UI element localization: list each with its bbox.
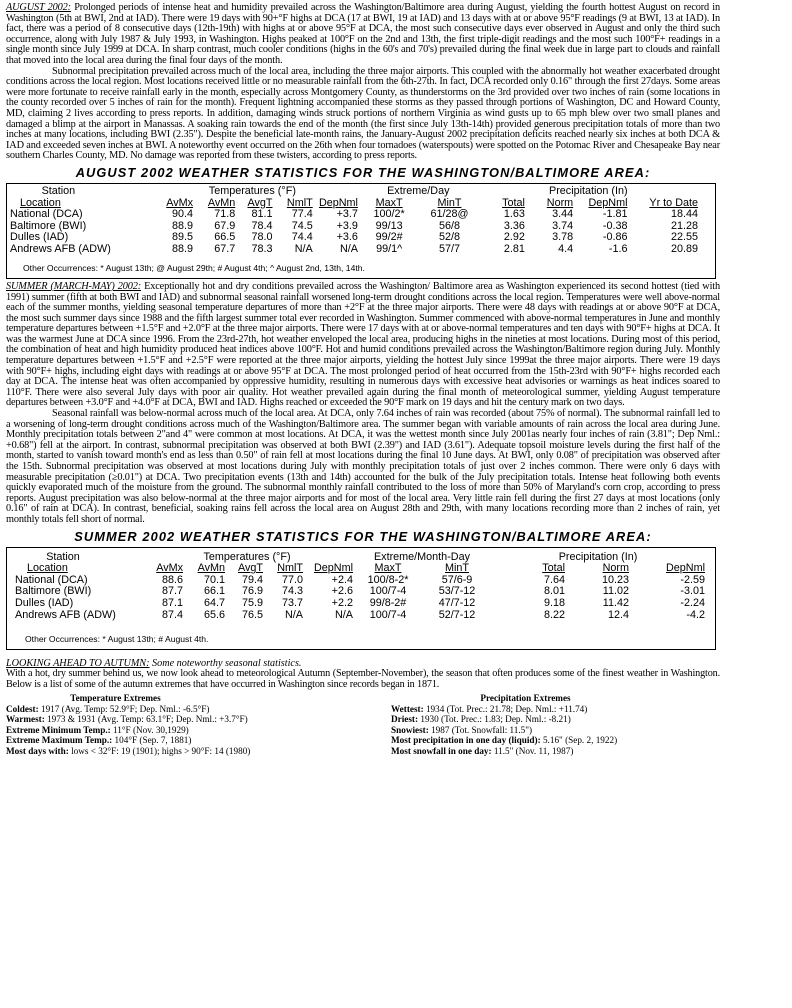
table-row xyxy=(15,610,705,622)
col-avmn: AvMn xyxy=(197,562,225,575)
col-depnml: DepNml xyxy=(314,562,353,575)
cell-precip-dep: -2.24 xyxy=(680,596,705,609)
august-paragraph-1 xyxy=(6,3,720,67)
precipitation-extremes-heading: Precipitation Extremes xyxy=(480,692,571,703)
cell-norm: 11.02 xyxy=(602,585,629,598)
group-extreme: Extreme/Day xyxy=(387,184,450,197)
table-row xyxy=(15,598,705,610)
col-depnml: DepNml xyxy=(318,196,358,209)
col-location: Location xyxy=(20,196,61,209)
cell-avmx: 88.9 xyxy=(172,219,194,232)
cell-avmx: 90.4 xyxy=(172,208,194,221)
cell-total: 2.81 xyxy=(503,242,525,255)
cell-mint: 52/7-12 xyxy=(438,608,476,621)
cell-mint: 57/6-9 xyxy=(441,573,473,586)
col-year-to-date: Yr to Date xyxy=(649,196,698,209)
col-mint: MinT xyxy=(445,562,469,575)
col-total: Total xyxy=(542,562,565,575)
autumn-section xyxy=(6,659,720,691)
cell-total: 8.22 xyxy=(543,608,565,621)
cell-avgt: 78.4 xyxy=(251,219,273,232)
document-page xyxy=(6,3,720,757)
cell-maxt: 99/13 xyxy=(375,219,403,232)
cell-norm: 11.42 xyxy=(602,596,629,609)
col-nmlt: NmlT xyxy=(277,562,303,575)
row-location: Andrews AFB (ADW) xyxy=(10,242,111,255)
cell-maxt: 100/8-2* xyxy=(367,573,409,586)
cell-avmx: 87.1 xyxy=(161,596,183,609)
cell-avgt: 76.9 xyxy=(241,585,263,598)
cell-avmx: 87.7 xyxy=(161,585,183,598)
august-stats-box xyxy=(6,183,716,279)
cell-avmn: 64.7 xyxy=(203,596,225,609)
cell-precip-dep: -1.6 xyxy=(608,242,628,255)
cell-nmlt: 74.5 xyxy=(291,219,313,232)
group-station: Station xyxy=(41,184,76,197)
table-row xyxy=(15,575,705,587)
group-temperatures: Temperatures (°F) xyxy=(208,184,296,197)
cell-depnml: +3.9 xyxy=(336,219,358,232)
summer-stats-table xyxy=(15,552,705,622)
cell-maxt: 100/7-4 xyxy=(369,585,407,598)
cell-total: 8.01 xyxy=(543,585,565,598)
cell-total: 7.64 xyxy=(543,573,565,586)
august-heading: AUGUST 2002: xyxy=(6,2,71,13)
table-row xyxy=(10,209,698,221)
group-precipitation: Precipitation (In) xyxy=(549,184,628,197)
row-location: Baltimore (BWI) xyxy=(10,219,87,232)
list-item: Warmest: 1973 & 1931 (Avg. Temp: 63.1°F; Dep. Nml.: +3.7°F) xyxy=(6,714,248,725)
august-other-occurrences: Other Occurrences: * August 13th; @ August 29th; # August 4th; ^ August 2nd, 13th, 14th. xyxy=(23,262,365,273)
group-precipitation: Precipitation (In) xyxy=(558,550,638,563)
cell-avmn: 67.7 xyxy=(214,242,236,255)
list-item: Most snowfall in one day: 11.5" (Nov. 11, 1987) xyxy=(391,745,574,756)
col-location: Location xyxy=(27,562,68,575)
cell-ytd: 21.28 xyxy=(670,219,698,232)
cell-ytd: 22.55 xyxy=(670,231,698,244)
cell-nmlt: N/A xyxy=(285,608,303,621)
cell-nmlt: 74.4 xyxy=(291,231,313,244)
cell-maxt: 99/8-2# xyxy=(369,596,407,609)
list-item: Most days with: lows < 32°F: 19 (1901); highs > 90°F: 14 (1980) xyxy=(6,745,251,756)
cell-avmn: 65.6 xyxy=(203,608,225,621)
cell-avmx: 89.5 xyxy=(172,231,194,244)
col-avmn: AvMn xyxy=(207,196,236,209)
list-item: Extreme Maximum Temp.: 104°F (Sep. 7, 1881) xyxy=(6,735,192,746)
summer-stats-title: SUMMER 2002 WEATHER STATISTICS FOR THE WASHINGTON/BALTIMORE AREA: xyxy=(74,528,652,544)
col-maxt: MaxT xyxy=(375,196,403,209)
cell-avgt: 81.1 xyxy=(251,208,273,221)
row-location: National (DCA) xyxy=(15,573,88,586)
col-norm: Norm xyxy=(546,196,574,209)
cell-total: 1.63 xyxy=(503,208,525,221)
cell-depnml: N/A xyxy=(339,242,358,255)
cell-avmn: 70.1 xyxy=(203,573,225,586)
cell-mint: 52/8 xyxy=(438,231,460,244)
cell-avmx: 87.4 xyxy=(161,608,183,621)
list-item: Wettest: 1934 (Tot. Prec.: 21.78; Dep. Nml.: +11.74) xyxy=(391,703,588,714)
cell-avmx: 88.6 xyxy=(161,573,183,586)
col-avmx: AvMx xyxy=(156,562,183,575)
col-mint: MinT xyxy=(437,196,462,209)
group-extreme: Extreme/Month-Day xyxy=(373,550,470,563)
cell-depnml: +3.7 xyxy=(336,208,358,221)
group-temperatures: Temperatures (°F) xyxy=(203,550,291,563)
summer-group-header-row xyxy=(15,552,705,564)
cell-depnml: +2.2 xyxy=(331,596,353,609)
cell-avgt: 78.3 xyxy=(251,242,273,255)
summer-heading: SUMMER (MARCH-MAY) 2002: xyxy=(6,280,142,292)
cell-nmlt: 77.0 xyxy=(281,573,303,586)
col-depnml-precip: DepNml xyxy=(588,196,628,209)
cell-precip-dep: -3.01 xyxy=(680,585,705,598)
autumn-subheading: Some noteworthy seasonal statistics. xyxy=(149,657,302,669)
col-depnml-precip: DepNml xyxy=(666,562,705,575)
summer-paragraph-2: Seasonal rainfall was below-normal across much of the local area. At DCA, only 7.64 inches of rain was recorded (about 75% of normal). The subnormal rainfall led to a worsening of long-term drought conditions across much of the Washington/Baltimore area. The summer began with variable amounts of rain across the local area during June. Monthly precipitation totals between 2"and 4" were common at most locations. At DCA, it was the wettest month since July 2001as nearly four inches of rain (3.81"; Dep Nml.: +0.68") fell at the airport. In contrast, subnormal precipitation was observed at both BWI (2.39") and IAD (3.61"). Adequate topsoil moisture levels during the first half of the month, started to vanish toward month's end as less than 0.50" of rain fell at most locations during the final 10 June days. At BWI, only 0.08" of precipitation was observed after the 15th. Subnormal precipitation was observed at most locations during July with monthly precipitation totals of just over 2 inches common. There were only 6 days with measurable precipitation (≥0.01") at DCA. Two precipitation events (13th and 14th) accounted for the bulk of the July precipitation totals. Intense heat following both events quickly evaporated much of the moisture from the ground. The subnormal monthly rainfall contributed to the loss of more than 50% of Maryland's corn crop, according to press reports. August precipitation was also below-normal at the three major airports and for most of the local area. Very little rain fell during the first 27 days at most locations (only 0.16" of rain at DCA). In contrast, beneficial, soaking rains fell across the local area on August 28th and 29th, with many locations recording more than 2 inches of rain, yet monthly totals fell short of normal. xyxy=(6,408,720,525)
temperature-extremes-column xyxy=(6,693,335,757)
cell-maxt: 100/2* xyxy=(373,208,405,221)
cell-mint: 56/8 xyxy=(438,219,460,232)
cell-norm: 3.74 xyxy=(552,219,574,232)
cell-maxt: 100/7-4 xyxy=(369,608,407,621)
cell-precip-dep: -2.59 xyxy=(680,573,705,586)
col-avmx: AvMx xyxy=(166,196,194,209)
cell-avmn: 67.9 xyxy=(214,219,236,232)
summer-col-header-row xyxy=(15,563,705,575)
row-location: Dulles (IAD) xyxy=(15,596,74,609)
cell-ytd: 20.89 xyxy=(670,242,698,255)
august-stats-table xyxy=(10,186,698,256)
autumn-extremes xyxy=(6,693,720,757)
list-item: Coldest: 1917 (Avg. Temp: 52.9°F; Dep. Nml.: -6.5°F) xyxy=(6,703,210,714)
table-row xyxy=(15,586,705,598)
table-row xyxy=(10,244,698,256)
group-station: Station xyxy=(46,550,80,563)
cell-ytd: 18.44 xyxy=(670,208,698,221)
cell-precip-dep: -0.38 xyxy=(602,219,628,232)
cell-avmn: 66.5 xyxy=(214,231,236,244)
cell-total: 2.92 xyxy=(503,231,525,244)
row-location: Andrews AFB (ADW) xyxy=(15,608,116,621)
autumn-heading: LOOKING AHEAD TO AUTUMN: xyxy=(6,657,150,669)
list-item: Driest: 1930 (Tot. Prec.: 1.83; Dep. Nml.: -8.21) xyxy=(391,714,571,725)
cell-nmlt: N/A xyxy=(294,242,313,255)
cell-mint: 47/7-12 xyxy=(438,596,476,609)
col-avgt: AvgT xyxy=(247,196,273,209)
col-norm: Norm xyxy=(602,562,629,575)
cell-precip-dep: -4.2 xyxy=(686,608,705,621)
col-maxt: MaxT xyxy=(374,562,402,575)
cell-avgt: 78.0 xyxy=(251,231,273,244)
cell-precip-dep: -0.86 xyxy=(602,231,628,244)
summer-stats-box xyxy=(6,547,716,650)
cell-mint: 61/28@ xyxy=(430,208,469,221)
summer-text-1: Exceptionally hot and dry conditions prevailed across the Washington/ Baltimore area as Washington experienced its second hottest (tied with 1991) summer (fifth at both BWI and IAD) and subnormal seasonal rainfall worsened long-term drought conditions across the local region. Temperatures were well above-normal each of the summer months, yielding seasonal temperature departures of more than +2°F at the three major airports. There were 48 days with readings at or above 90°F at DCA, the most such summer days since 1988 and the fifth largest summer total ever recorded in Washington. Summer commenced with above-normal temperatures in June and monthly temperature departures between +1.5°F and +2.0°F at the three major airports. There were 17 days with at or above-normal temperatures and ten days with 90°F+ highs at DCA. It was the warmest June at DCA since 1996. From the 23rd-27th, hot weather enveloped the local area, producing highs in the nineties at most locations. During most of this period, the combination of heat and high humidity produced heat indices above 100°F. Hot and humid conditions prevailed across the Washington/Baltimore region during July. Monthly temperature departures between +1.5°F and +2.5°F were reported at the three major airports, yielding the hottest July since 1999at the three major airports. There were 19 days with 90°F+ highs, including eight days with readings at or above 95°F at DCA. The most prolonged period of heat occurred from the 15th-23rd with 90°F+ highs recorded each day at DCA. The intense heat was often accompanied by oppressive humidity, resulting in numerous days with excessive heat advisories or warnings as heat indices soared to 110°F. There were also several July days with poor air quality. Hot weather prevailed again during the final month of meteorological summer, yielding August temperature departures between +3.0°F and +4.0°F at DCA, BWI and IAD. Highs reached or exceeded the 90°F mark on 19 days and hit the century mark on two days. xyxy=(6,280,720,409)
cell-avgt: 75.9 xyxy=(241,596,263,609)
cell-norm: 10.23 xyxy=(601,573,629,586)
cell-norm: 12.4 xyxy=(607,608,629,621)
cell-depnml: +3.6 xyxy=(336,231,358,244)
autumn-paragraph: With a hot, dry summer behind us, we now look ahead to meteorological Autumn (September-November), the season that often produces some of the finest weather in Washington. Below is a list of some of the autumn extremes that have occurred in Washington since records began in 1871. xyxy=(6,668,720,691)
cell-mint: 53/7-12 xyxy=(438,585,476,598)
col-nmlt: NmlT xyxy=(286,196,313,209)
cell-avmx: 88.9 xyxy=(172,242,194,255)
cell-norm: 4.4 xyxy=(558,242,574,255)
cell-avmn: 66.1 xyxy=(203,585,225,598)
cell-depnml: +2.6 xyxy=(331,585,353,598)
row-location: Dulles (IAD) xyxy=(10,231,69,244)
list-item: Most precipitation in one day (liquid): 5.16" (Sep. 2, 1922) xyxy=(391,735,618,746)
cell-total: 9.18 xyxy=(543,596,565,609)
cell-nmlt: 74.3 xyxy=(281,585,303,598)
cell-nmlt: 73.7 xyxy=(281,596,303,609)
list-item: Extreme Minimum Temp.: 11°F (Nov. 30,1929) xyxy=(6,724,189,735)
col-avgt: AvgT xyxy=(237,562,263,575)
row-location: Baltimore (BWI) xyxy=(15,585,92,598)
cell-precip-dep: -1.81 xyxy=(602,208,628,221)
cell-avgt: 76.5 xyxy=(241,608,263,621)
cell-maxt: 99/1^ xyxy=(376,242,403,255)
precipitation-extremes-column xyxy=(335,693,720,757)
summer-other-occurrences: Other Occurrences: * August 13th; # August 4th. xyxy=(25,633,209,644)
row-location: National (DCA) xyxy=(10,208,83,221)
col-total: Total xyxy=(502,196,525,209)
august-paragraph-2: Subnormal precipitation prevailed across much of the local area, including the three major airports. This coupled with the abnormally hot weather exacerbated drought conditions across the local region. Most locations received little or no measurable rainfall from the 6th-27th. In fact, DCA recorded only 0.16" through the first 27days. Some areas were more fortunate to receive rainfall early in the month, especially across Montgomery County, as thunderstorms on the 3rd provided over two inches of rain (some locations in the county recorded over 5 inches of rain for the month). Frequent lightning accompanied these storms as they passed through portions of Washington, DC and Howard County, MD, claiming 2 lives according to press reports. In addition, damaging winds struck portions of northern Virginia as wind gusts up to 65 mph blew over two small planes and damaged a blimp at the airport in Manassas. A soaking rain towards the end of the month (the first since July 13th-14th) provided generous precipitation totals of more than two inches at many locations, including BWI (2.35"). Despite the beneficial late-month rains, the January-August 2002 precipitation deficits reached nearly six inches at both DCA & IAD and exceeded seven inches at BWI. A noteworthy event occurred on the 26th when four tornadoes (waterspouts) were spotted on the Potomac River and Chesapeake Bay near southern Charles County, MD. No damage was reported from these twisters, according to press reports. xyxy=(6,65,720,162)
cell-avmn: 71.8 xyxy=(214,208,236,221)
cell-norm: 3.78 xyxy=(552,231,574,244)
cell-depnml: N/A xyxy=(335,608,353,621)
summer-paragraph-1 xyxy=(6,282,720,409)
cell-mint: 57/7 xyxy=(438,242,460,255)
list-item: Snowiest: 1987 (Tot. Snowfall: 11.5") xyxy=(391,724,533,735)
cell-norm: 3.44 xyxy=(552,208,574,221)
cell-depnml: +2.4 xyxy=(331,573,353,586)
cell-avgt: 79.4 xyxy=(241,573,263,586)
cell-total: 3.36 xyxy=(503,219,525,232)
cell-maxt: 99/2# xyxy=(375,231,403,244)
august-stats-title: AUGUST 2002 WEATHER STATISTICS FOR THE WASHINGTON/BALTIMORE AREA: xyxy=(75,164,651,180)
cell-nmlt: 77.4 xyxy=(291,208,313,221)
august-text-1: Prolonged periods of intense heat and humidity prevailed across the Washington/Baltimore area during August, yielding the fourth hottest August on record in Washington (5th at BWI, 2nd at IAD). There were 19 days with 90+°F highs at DCA (17 at BWI, 19 at IAD) and 13 days with at or above 95°F readings (9 at BWI, 13 at IAD). In fact, there was a period of 8 consecutive days (12th-19th) with highs at or above 95°F at DCA, the most such consecutive days ever observed in August and only the third such occurrence, along with July 1987 & July 1993, in Washington. Highs peaked at 100°F on the 2nd and 13th, the first triple-digit readings and the most such 100°F+ readings in a single month since July 1999 at DCA. In sharp contrast, much cooler conditions (highs in the 60's and 70's) prevailed during the final week due in large part to clouds and rainfall that moved into the local area during the final four days of the month. xyxy=(6,2,720,66)
temperature-extremes-heading: Temperature Extremes xyxy=(70,692,161,703)
